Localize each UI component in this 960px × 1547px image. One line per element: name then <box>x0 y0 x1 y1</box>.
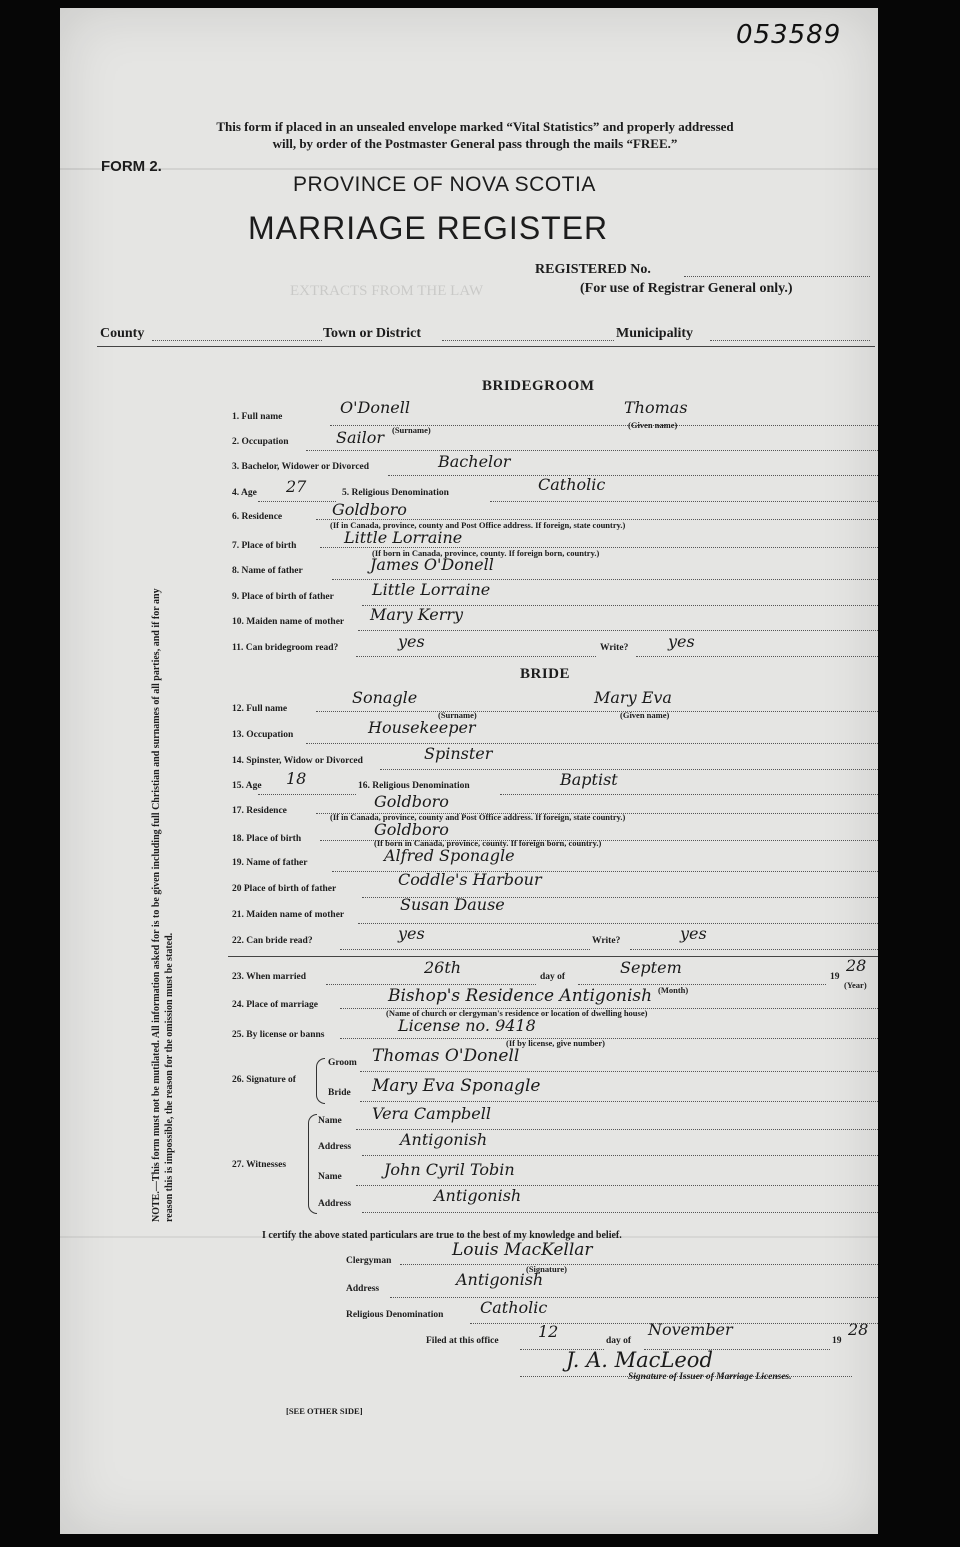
groom-marital-status-label: 3. Bachelor, Widower or Divorced <box>232 462 370 472</box>
mutilation-note: NOTE.—This form must not be mutilated. All information asked for is to be given including full Christian and surnames of all parties, and if for any reason this is impossible, the reason for the omission must be stated. <box>151 588 175 1222</box>
certification-statement: I certify the above stated particulars are true to the best of my knowledge and belief. <box>262 1230 622 1241</box>
form-number: FORM 2. <box>101 158 162 175</box>
when-married-label: 23. When married <box>232 972 306 982</box>
bride-full-name-label: 12. Full name <box>232 704 288 714</box>
groom-father: James O'Donell <box>370 555 494 574</box>
groom-denomination: Catholic <box>538 475 606 494</box>
when-married-line <box>326 984 536 985</box>
bride-father: Alfred Sponagle <box>384 846 515 865</box>
postal-notice <box>160 118 790 152</box>
clergy-denomination: Catholic <box>480 1298 548 1317</box>
license-or-banns-line <box>340 1038 878 1039</box>
license-or-banns-label: 25. By license or banns <box>232 1030 325 1040</box>
groom-mother: Mary Kerry <box>370 605 464 624</box>
groom-can-write-label: Write? <box>600 643 629 653</box>
witness-2-address: Antigonish <box>434 1186 522 1205</box>
clergyman-label: Clergyman <box>346 1256 392 1266</box>
birthplace-caption: (If born in Canada, province, county. If foreign born, country.) <box>374 838 602 848</box>
license-number: License no. 9418 <box>398 1016 536 1035</box>
signature-brace <box>316 1058 325 1104</box>
bride-marital-status-line <box>380 769 878 770</box>
bride-occupation: Housekeeper <box>368 718 476 737</box>
signature-of-label: 26. Signature of <box>232 1075 296 1085</box>
groom-birthplace-label: 7. Place of birth <box>232 541 297 551</box>
groom-age-label: 4. Age <box>232 488 257 498</box>
given-name-caption: (Given name) <box>620 710 670 720</box>
bride-mother-label: 21. Maiden name of mother <box>232 910 345 920</box>
bride-occupation-line <box>306 743 878 744</box>
groom-can-read: yes <box>398 632 425 651</box>
groom-age: 27 <box>286 477 307 496</box>
groom-birthplace: Little Lorraine <box>344 528 463 547</box>
issuer-caption: Signature of Issuer of Marriage Licenses. <box>628 1372 792 1382</box>
bride-full-name-line <box>316 711 878 712</box>
clergyman-line <box>400 1264 878 1265</box>
witness-1-address-label: Address <box>318 1142 352 1152</box>
province-heading: PROVINCE OF NOVA SCOTIA <box>293 173 596 196</box>
groom-occupation-line <box>306 450 878 451</box>
clergy-address: Antigonish <box>456 1270 544 1289</box>
groom-father-birthplace: Little Lorraine <box>372 580 491 599</box>
see-other-side: [SEE OTHER SIDE] <box>286 1406 363 1416</box>
witness-2-name-label: Name <box>318 1172 342 1182</box>
groom-residence: Goldboro <box>332 500 407 519</box>
bride-can-read-label: 22. Can bride read? <box>232 936 313 946</box>
license-caption: (If by license, give number) <box>506 1038 605 1048</box>
bride-age: 18 <box>286 769 307 788</box>
divider <box>97 346 875 347</box>
filed-day: 12 <box>538 1322 559 1341</box>
bride-occupation-label: 13. Occupation <box>232 730 294 740</box>
issuer-signature: J. A. MacLeod <box>566 1348 713 1372</box>
postal-notice-line: will, by order of the Postmaster General pass through the mails “FREE.” <box>272 136 678 151</box>
groom-signature: Thomas O'Donell <box>372 1046 520 1066</box>
groom-full-name-label: 1. Full name <box>232 412 283 422</box>
witnesses-label: 27. Witnesses <box>232 1160 287 1170</box>
groom-given-name: Thomas <box>624 398 688 417</box>
surname-caption: (Surname) <box>438 710 477 720</box>
bride-age-label: 15. Age <box>232 781 262 791</box>
bridegroom-heading: BRIDEGROOM <box>482 378 595 394</box>
filed-month: November <box>648 1320 733 1339</box>
filed-year: 28 <box>848 1320 869 1339</box>
county-line <box>152 340 322 341</box>
registered-number-line <box>684 276 870 277</box>
groom-can-read-line <box>356 656 596 657</box>
place-of-marriage-caption: (Name of church or clergyman's residence or location of dwelling house) <box>386 1008 648 1018</box>
bride-heading: BRIDE <box>520 666 571 682</box>
groom-can-write: yes <box>668 632 695 651</box>
marriage-day: 26th <box>424 958 462 977</box>
paper-fold <box>60 168 878 170</box>
place-of-marriage: Bishop's Residence Antigonish <box>388 986 653 1006</box>
marriage-year: 28 <box>846 956 867 975</box>
clergy-address-label: Address <box>346 1284 380 1294</box>
signature-caption: (Signature) <box>526 1264 567 1274</box>
witness-2-address-line <box>362 1212 878 1213</box>
registrar-note: (For use of Registrar General only.) <box>580 281 793 296</box>
given-name-caption: (Given name) <box>628 420 678 430</box>
town-line <box>442 340 614 341</box>
groom-signature-line <box>360 1071 878 1072</box>
filed-label: Filed at this office <box>426 1336 499 1346</box>
groom-occupation-label: 2. Occupation <box>232 437 289 447</box>
bride-birthplace: Goldboro <box>374 820 449 839</box>
groom-father-birthplace-label: 9. Place of birth of father <box>232 592 334 602</box>
divider <box>228 956 878 957</box>
witness-brace <box>308 1114 317 1214</box>
groom-occupation: Sailor <box>336 428 385 447</box>
marriage-month: Septem <box>620 958 682 977</box>
groom-father-label: 8. Name of father <box>232 566 303 576</box>
bride-father-label: 19. Name of father <box>232 858 308 868</box>
town-label: Town or District <box>323 326 421 341</box>
bride-can-write-line <box>630 949 878 950</box>
stamp-number: 053589 <box>736 20 842 50</box>
bride-mother-line <box>358 923 878 924</box>
witness-1-address: Antigonish <box>400 1130 488 1149</box>
groom-residence-label: 6. Residence <box>232 512 283 522</box>
day-of-label: day of <box>606 1336 632 1346</box>
bride-age-line <box>258 794 356 795</box>
municipality-line <box>710 340 870 341</box>
witness-2-address-label: Address <box>318 1199 352 1209</box>
bride-residence: Goldboro <box>374 792 449 811</box>
bride-can-read: yes <box>398 924 425 943</box>
groom-signature-label: Groom <box>328 1058 357 1068</box>
witness-2-name: John Cyril Tobin <box>384 1160 515 1179</box>
groom-age-line <box>258 501 336 502</box>
filed-year-prefix: 19 <box>832 1336 842 1346</box>
bride-signature-label: Bride <box>328 1088 351 1098</box>
bride-denomination-label: 16. Religious Denomination <box>358 781 470 791</box>
surname-caption: (Surname) <box>392 425 431 435</box>
bride-residence-label: 17. Residence <box>232 806 287 816</box>
bride-father-birthplace-label: 20 Place of birth of father <box>232 884 337 894</box>
groom-mother-line <box>358 630 878 631</box>
municipality-label: Municipality <box>616 326 694 341</box>
clergy-address-line <box>390 1297 878 1298</box>
bride-can-write: yes <box>680 924 707 943</box>
bride-signature: Mary Eva Sponagle <box>372 1076 541 1096</box>
bride-father-birthplace: Coddle's Harbour <box>398 870 542 889</box>
bride-marital-status: Spinster <box>424 744 493 763</box>
groom-surname: O'Donell <box>340 398 410 417</box>
residence-caption: (If in Canada, province, county and Post Office address. If foreign, state country.) <box>330 812 626 822</box>
day-of-label: day of <box>540 972 566 982</box>
groom-can-write-line <box>636 656 878 657</box>
bride-can-read-line <box>340 949 590 950</box>
marriage-month-line <box>578 984 826 985</box>
registered-number-label: REGISTERED No. <box>535 262 651 277</box>
bride-surname: Sonagle <box>352 688 418 707</box>
show-through-text: EXTRACTS FROM THE LAW <box>290 283 484 299</box>
bride-can-write-label: Write? <box>592 936 621 946</box>
month-caption: (Month) <box>658 985 689 995</box>
bride-given-name: Mary Eva <box>594 688 672 707</box>
clergyman-signature: Louis MacKellar <box>452 1240 593 1260</box>
groom-denomination-line <box>490 501 878 502</box>
county-label: County <box>100 326 145 341</box>
bride-signature-line <box>360 1101 878 1102</box>
clergy-denomination-label: Religious Denomination <box>346 1310 444 1320</box>
groom-can-read-label: 11. Can bridegroom read? <box>232 643 339 653</box>
postal-notice-line: This form if placed in an unsealed envelope marked “Vital Statistics” and properly addressed <box>216 119 734 134</box>
bride-denomination: Baptist <box>560 770 618 789</box>
year-caption: (Year) <box>844 980 867 990</box>
bride-mother: Susan Dause <box>400 895 505 914</box>
bride-marital-status-label: 14. Spinster, Widow or Divorced <box>232 756 363 766</box>
groom-marital-status: Bachelor <box>438 452 511 471</box>
groom-mother-label: 10. Maiden name of mother <box>232 617 345 627</box>
groom-marital-status-line <box>388 475 878 476</box>
birthplace-caption: (If born in Canada, province, county. If foreign born, country.) <box>372 548 600 558</box>
year-prefix: 19 <box>830 972 840 982</box>
witness-1-name-label: Name <box>318 1116 342 1126</box>
residence-caption: (If in Canada, province, county and Post Office address. If foreign, state country.) <box>330 520 626 530</box>
bride-birthplace-label: 18. Place of birth <box>232 834 302 844</box>
bride-denomination-line <box>500 794 878 795</box>
place-of-marriage-label: 24. Place of marriage <box>232 1000 318 1010</box>
witness-1-name: Vera Campbell <box>372 1104 491 1123</box>
document-title: MARRIAGE REGISTER <box>248 210 609 246</box>
witness-1-address-line <box>362 1155 878 1156</box>
groom-denomination-label: 5. Religious Denomination <box>342 488 449 498</box>
